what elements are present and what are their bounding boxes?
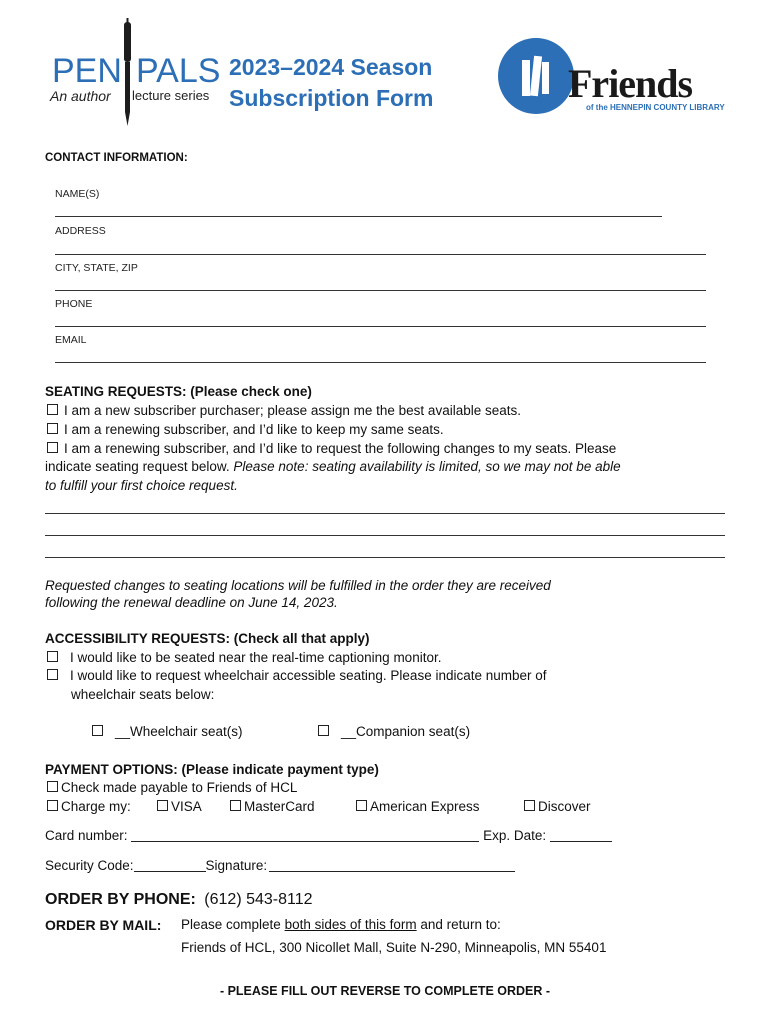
seating-note-cont: to fulfill your first choice request. [45, 478, 238, 493]
security-signature-row: Security Code: Signature: [45, 858, 515, 873]
accessibility-wheelchair[interactable]: I would like to request wheelchair accessible seating. Please indicate number of [47, 668, 547, 683]
card-number-row: Card number: Exp. Date: [45, 828, 612, 843]
reverse-notice: - PLEASE FILL OUT REVERSE TO COMPLETE ORDER - [219, 984, 551, 998]
seating-request-line-3[interactable] [45, 557, 725, 558]
order-phone-number: (612) 543-8112 [204, 891, 313, 908]
seating-option-change[interactable]: I am a renewing subscriber, and I’d like to request the following changes to my seats. Please [47, 441, 616, 456]
seating-footnote-b: following the renewal deadline on June 14, 2023. [45, 595, 338, 610]
card-number-field[interactable] [131, 829, 479, 842]
seating-option-keep[interactable]: I am a renewing subscriber, and I’d like to keep my same seats. [47, 422, 444, 437]
friends-books-icon [498, 38, 574, 114]
card-visa[interactable]: VISA [157, 799, 202, 814]
phone-label: PHONE [55, 298, 93, 310]
signature-field[interactable] [269, 859, 515, 872]
logo-pen-text: PEN [52, 52, 122, 90]
contact-heading: CONTACT INFORMATION: [45, 152, 188, 164]
checkbox[interactable] [230, 800, 241, 811]
seating-heading: SEATING REQUESTS: (Please check one) [45, 384, 312, 399]
friends-wordmark: Friends [568, 61, 693, 106]
seating-request-line-2[interactable] [45, 535, 725, 536]
friends-subtitle: of the HENNEPIN COUNTY LIBRARY [586, 103, 725, 112]
checkbox[interactable] [524, 800, 535, 811]
order-mail-label: ORDER BY MAIL: [45, 917, 162, 933]
security-code-field[interactable] [134, 859, 206, 872]
payment-check[interactable]: Check made payable to Friends of HCL [47, 780, 297, 795]
order-phone-row: ORDER BY PHONE: (612) 543-8112 [45, 891, 313, 908]
email-field[interactable] [55, 362, 706, 363]
card-amex[interactable]: American Express [356, 799, 480, 814]
companion-seats[interactable]: __Companion seat(s) [318, 724, 470, 739]
city-state-zip-label: CITY, STATE, ZIP [55, 262, 138, 274]
accessibility-heading: ACCESSIBILITY REQUESTS: (Check all that apply) [45, 631, 370, 646]
wheelchair-seats[interactable]: __Wheelchair seat(s) [92, 724, 243, 739]
order-mail-address: Friends of HCL, 300 Nicollet Mall, Suite N-290, Minneapolis, MN 55401 [181, 940, 607, 955]
city-state-zip-field[interactable] [55, 290, 706, 291]
accessibility-wheelchair-cont: wheelchair seats below: [71, 687, 215, 702]
payment-charge[interactable]: Charge my: [47, 799, 131, 814]
seating-request-line-1[interactable] [45, 513, 725, 514]
friends-logo [498, 38, 574, 114]
checkbox[interactable] [356, 800, 367, 811]
phone-field[interactable] [55, 326, 706, 327]
checkbox[interactable] [157, 800, 168, 811]
form-title-line1: 2023–2024 Season [229, 54, 433, 80]
accessibility-captioning[interactable]: I would like to be seated near the real-time captioning monitor. [47, 650, 441, 665]
address-label: ADDRESS [55, 225, 106, 237]
name-label: NAME(S) [55, 188, 100, 200]
checkbox[interactable] [47, 423, 58, 434]
form-title-line2: Subscription Form [229, 85, 434, 111]
checkbox[interactable] [47, 651, 58, 662]
checkbox[interactable] [47, 800, 58, 811]
address-field[interactable] [55, 254, 706, 255]
card-discover[interactable]: Discover [524, 799, 591, 814]
email-label: EMAIL [55, 334, 87, 346]
exp-date-field[interactable] [550, 829, 612, 842]
checkbox[interactable] [318, 725, 329, 736]
checkbox[interactable] [47, 442, 58, 453]
checkbox[interactable] [92, 725, 103, 736]
checkbox[interactable] [47, 669, 58, 680]
card-mastercard[interactable]: MasterCard [230, 799, 315, 814]
payment-heading: PAYMENT OPTIONS: (Please indicate payment type) [45, 762, 379, 777]
logo-tagline-a: An author [50, 88, 111, 104]
checkbox[interactable] [47, 404, 58, 415]
logo-tagline-b: lecture series [132, 88, 210, 103]
seating-option-new[interactable]: I am a new subscriber purchaser; please assign me the best available seats. [47, 403, 521, 418]
order-mail-text: Please complete both sides of this form and return to: [181, 917, 501, 932]
checkbox[interactable] [47, 781, 58, 792]
logo-pals-text: PALS [136, 52, 221, 90]
name-field[interactable] [55, 216, 662, 217]
seating-footnote-a: Requested changes to seating locations will be fulfilled in the order they are received [45, 578, 551, 593]
seating-option-change-cont: indicate seating request below. Please note: seating availability is limited, so we may not be able [45, 459, 621, 474]
